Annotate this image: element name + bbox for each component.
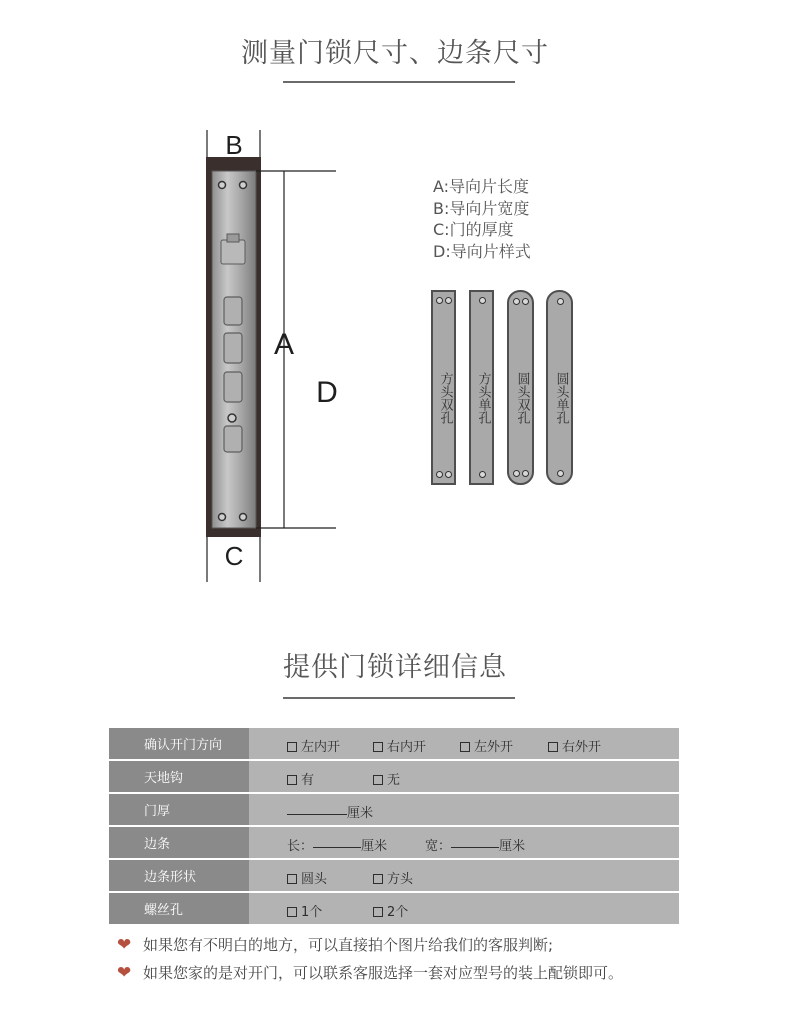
screw-hole — [228, 414, 236, 422]
checkbox-icon[interactable] — [287, 742, 297, 752]
hole-icon — [479, 471, 486, 478]
dimension-c-label: C — [224, 541, 244, 571]
checkbox-icon[interactable] — [373, 907, 383, 917]
screw-hole — [240, 514, 247, 521]
hole-icon — [445, 297, 452, 304]
screw-hole — [219, 514, 226, 521]
fill-in-line[interactable] — [451, 847, 499, 848]
row-label-strip: 边条 — [109, 826, 249, 859]
legend-item-b: B:导向片宽度 — [433, 198, 530, 218]
note-double-door: ❤ 如果您家的是对开门，可以联系客服选择一套对应型号的装上配锁即可。 — [117, 963, 624, 983]
details-title-underline — [283, 697, 515, 699]
strip-round-double-hole — [507, 290, 534, 485]
option-square-head[interactable]: 方头 — [373, 868, 413, 887]
legend-item-a: A:导向片长度 — [433, 177, 530, 196]
hole-icon — [436, 297, 443, 304]
dead-bolts — [224, 297, 242, 452]
option-right-outward[interactable]: 右外开 — [548, 736, 601, 755]
hole-icon — [479, 297, 486, 304]
row-label-screw-holes: 螺丝孔 — [109, 892, 249, 925]
checkbox-icon[interactable] — [373, 742, 383, 752]
option-no-hooks[interactable]: 无 — [373, 769, 400, 788]
dimension-a — [256, 171, 336, 528]
door-thickness-field[interactable]: 厘米 — [287, 802, 373, 821]
strip-square-double-hole — [431, 290, 456, 485]
note-photo-help: ❤ 如果您有不明白的地方，可以直接拍个图片给我们的客服判断; — [117, 935, 554, 955]
strip-length-field[interactable]: 长： 厘米 — [287, 839, 388, 854]
hole-icon — [436, 471, 443, 478]
option-left-inward[interactable]: 左内开 — [287, 736, 340, 755]
hole-icon — [522, 470, 529, 477]
details-section-title: 提供门锁详细信息 — [283, 652, 507, 683]
strip-square-single-hole — [469, 290, 494, 485]
checkbox-icon[interactable] — [287, 775, 297, 785]
row-label-door-thickness: 门厚 — [109, 793, 249, 826]
dimension-a-label: A — [273, 328, 295, 361]
measure-section-title: 测量门锁尺寸、边条尺寸 — [241, 38, 549, 69]
row-label-direction: 确认开门方向 — [109, 728, 249, 760]
option-right-inward[interactable]: 右内开 — [373, 736, 426, 755]
strip-label: 圆头单孔 — [553, 372, 569, 424]
screw-hole — [240, 182, 247, 189]
strip-width-field[interactable]: 宽： 厘米 — [425, 839, 526, 854]
option-two-holes[interactable]: 2个 — [373, 901, 408, 920]
legend-item-d: D:导向片样式 — [433, 241, 531, 261]
screw-hole — [219, 182, 226, 189]
dimension-d-label: D — [316, 376, 338, 409]
strip-label: 方头双孔 — [437, 372, 453, 424]
heart-icon: ❤ — [117, 963, 132, 983]
table-row — [109, 793, 679, 826]
row-label-hooks: 天地钩 — [109, 760, 249, 793]
table-row — [109, 760, 679, 793]
fill-in-line[interactable] — [313, 847, 361, 848]
checkbox-icon[interactable] — [287, 907, 297, 917]
dimension-legend — [433, 176, 531, 262]
option-one-hole[interactable]: 1个 — [287, 901, 322, 920]
table-row — [109, 826, 679, 859]
checkbox-icon[interactable] — [460, 742, 470, 752]
row-label-strip-shape: 边条形状 — [109, 859, 249, 892]
strip-label: 圆头双孔 — [514, 372, 530, 424]
heart-icon: ❤ — [117, 935, 132, 955]
table-row — [109, 728, 679, 760]
strip-label: 方头单孔 — [475, 372, 491, 424]
table-row — [109, 892, 679, 925]
option-has-hooks[interactable]: 有 — [287, 769, 314, 788]
option-left-outward[interactable]: 左外开 — [460, 736, 513, 755]
dimension-b-label: B — [225, 130, 243, 160]
hole-icon — [557, 470, 564, 477]
legend-item-c: C:门的厚度 — [433, 220, 514, 239]
hole-icon — [513, 470, 520, 477]
checkbox-icon[interactable] — [287, 874, 297, 884]
hole-icon — [522, 298, 529, 305]
hole-icon — [513, 298, 520, 305]
option-round-head[interactable]: 圆头 — [287, 868, 327, 887]
checkbox-icon[interactable] — [548, 742, 558, 752]
strip-round-single-hole — [546, 290, 573, 485]
checkbox-icon[interactable] — [373, 874, 383, 884]
fill-in-line[interactable] — [287, 814, 347, 815]
hole-icon — [557, 298, 564, 305]
hole-icon — [445, 471, 452, 478]
table-row — [109, 859, 679, 892]
checkbox-icon[interactable] — [373, 775, 383, 785]
lock-info-form — [109, 728, 679, 926]
